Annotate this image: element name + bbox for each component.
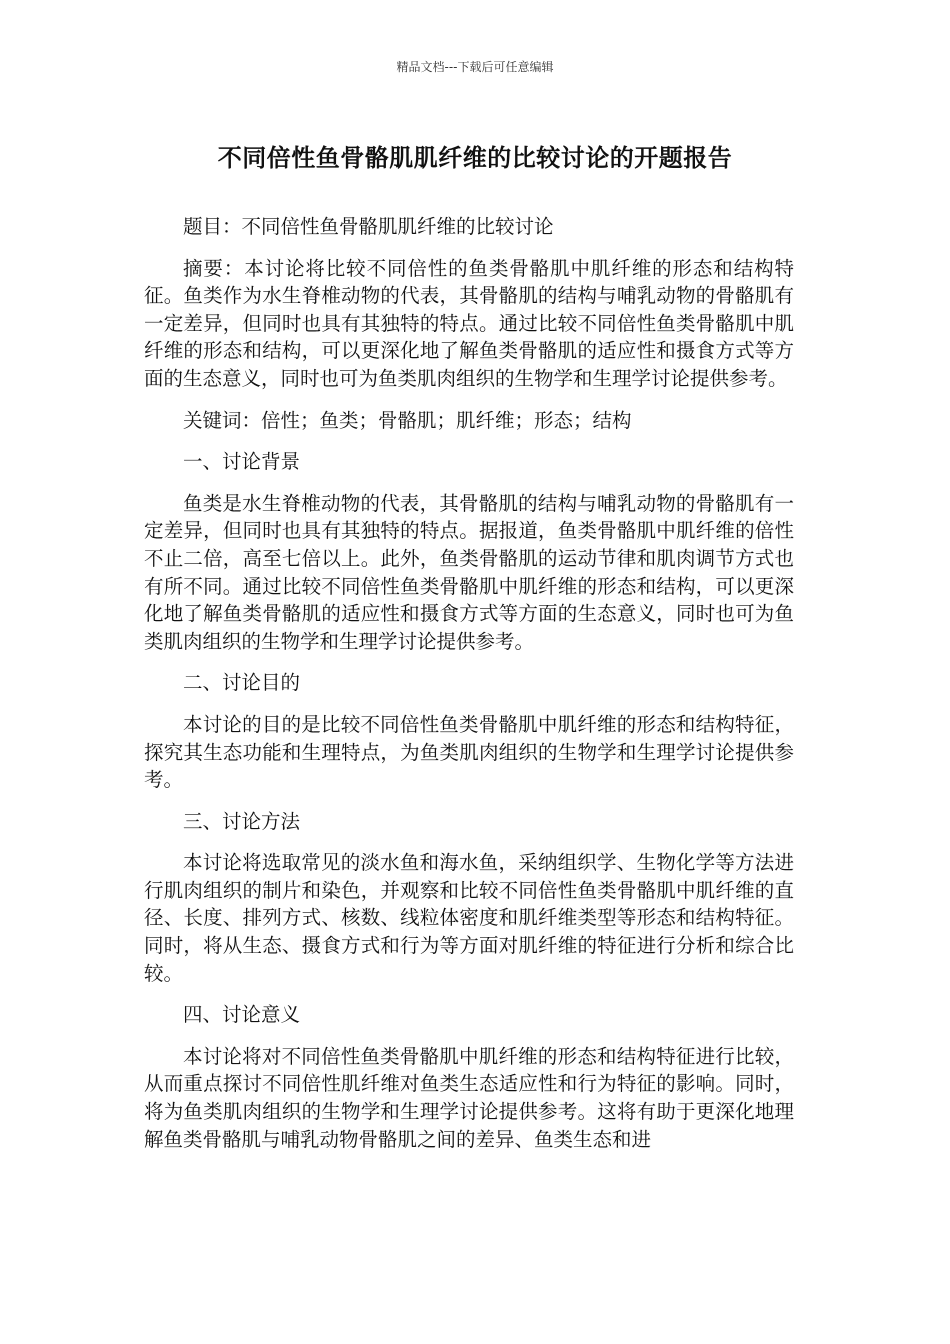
document-title: 不同倍性鱼骨骼肌肌纤维的比较讨论的开题报告 xyxy=(217,144,733,172)
section-text-background: 鱼类是水生脊椎动物的代表，其骨骼肌的结构与哺乳动物的骨骼肌有一定差异，但同时也具有其独特的特点。据报道，鱼类骨骼肌中肌纤维的倍性不止二倍，高至七倍以上。此外，鱼类骨骼肌的运动节律和肌肉调节方式也有所不同。通过比较不同倍性鱼类骨骼肌中肌纤维的形态和结构，可以更深化地了解鱼类骨骼肌的适应性和摄食方式等方面的生态意义，同时也可为鱼类肌肉组织的生物学和生理学讨论提供参考。 xyxy=(144,491,794,653)
abstract-paragraph: 摘要：本讨论将比较不同倍性的鱼类骨骼肌中肌纤维的形态和结构特征。鱼类作为水生脊椎动物的代表，其骨骼肌的结构与哺乳动物的骨骼肌有一定差异，但同时也具有其独特的特点。通过比较不同倍性鱼类骨骼肌中肌纤维的形态和结构，可以更深化地了解鱼类骨骼肌的适应性和摄食方式等方面的生态意义，同时也可为鱼类肌肉组织的生物学和生理学讨论提供参考。 xyxy=(144,256,794,390)
section-heading-significance: 四、讨论意义 xyxy=(183,1003,301,1027)
subject-line: 题目：不同倍性鱼骨骼肌肌纤维的比较讨论 xyxy=(183,215,554,238)
document-body xyxy=(144,213,794,1167)
section-text-significance: 本讨论将对不同倍性鱼类骨骼肌中肌纤维的形态和结构特征进行比较，从而重点探讨不同倍性肌纤维对鱼类生态适应性和行为特征的影响。同时，将为鱼类肌肉组织的生物学和生理学讨论提供参考。这将有助于更深化地理解鱼类骨骼肌与哺乳动物骨骼肌之间的差异、鱼类生态和进 xyxy=(144,1044,794,1151)
section-heading-method: 三、讨论方法 xyxy=(183,809,301,833)
page-header: 精品文档---下载后可任意编辑 xyxy=(396,60,554,74)
section-text-method: 本讨论将选取常见的淡水鱼和海水鱼，采纳组织学、生物化学等方法进行肌肉组织的制片和染色，并观察和比较不同倍性鱼类骨骼肌中肌纤维的直径、长度、排列方式、核数、线粒体密度和肌纤维类型等形态和结构特征。同时，将从生态、摄食方式和行为等方面对肌纤维的特征进行分析和综合比较。 xyxy=(144,851,794,985)
section-heading-background: 一、讨论背景 xyxy=(183,450,301,474)
section-text-purpose: 本讨论的目的是比较不同倍性鱼类骨骼肌中肌纤维的形态和结构特征，探究其生态功能和生理特点，为鱼类肌肉组织的生物学和生理学讨论提供参考。 xyxy=(144,712,794,792)
keywords-line: 关键词：倍性；鱼类；骨骼肌；肌纤维；形态；结构 xyxy=(183,408,632,432)
section-heading-purpose: 二、讨论目的 xyxy=(183,671,301,695)
